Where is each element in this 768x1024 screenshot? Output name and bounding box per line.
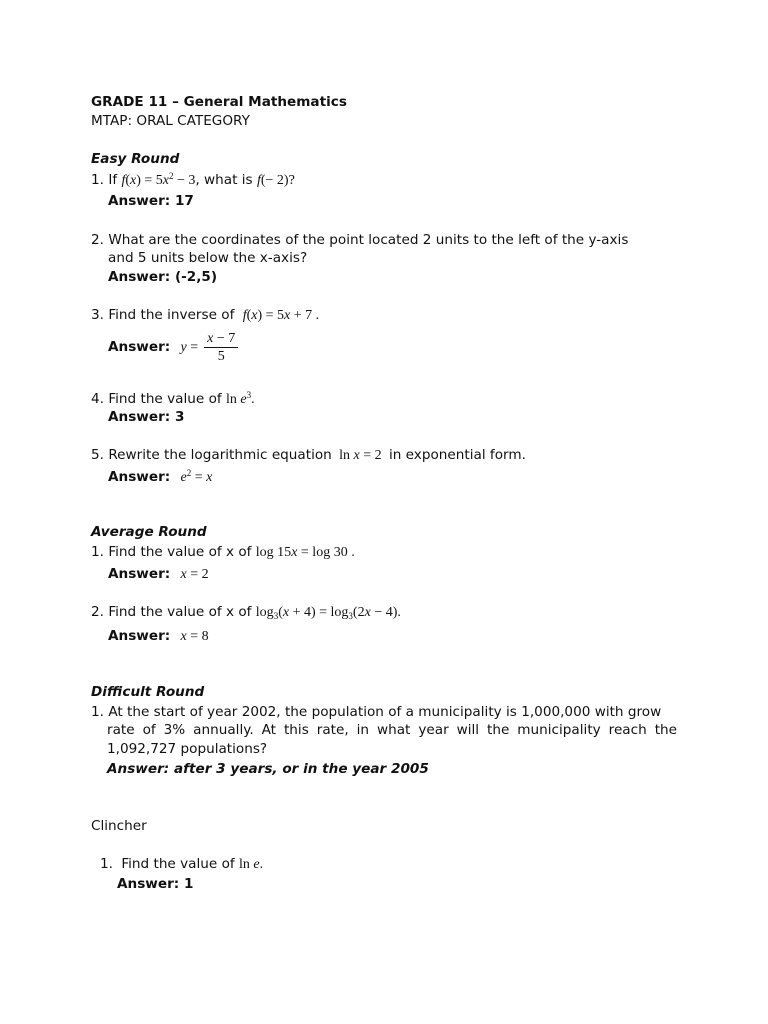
easy-q5: [91, 449, 526, 463]
difficult-q1-text: At the start of year 2002, the population of a municipality is 1,000,000 with grow: [108, 704, 662, 720]
answer-label: Answer:: [108, 193, 171, 209]
average-round-heading: Average Round: [91, 524, 207, 540]
easy-q2-line1: [91, 234, 628, 248]
easy-q1-number: 1.: [91, 172, 104, 188]
clincher-q1: [100, 858, 263, 872]
easy-q3-function-math: f(x) = 5x + 7 .: [242, 308, 320, 323]
easy-q5-number: 5.: [91, 447, 104, 463]
easy-q3-answer-math: y = $\frac{x - 7}{5}$: [181, 340, 239, 355]
easy-q5-answer: [108, 469, 212, 485]
clincher-heading: Clincher: [91, 818, 147, 834]
easy-q1-answer: [108, 195, 194, 209]
average-q2-math: $\log_3(x + 4) = \log_3(2x - 4)$.: [255, 605, 401, 621]
easy-q2-line2: and 5 units below the x-axis?: [108, 250, 308, 266]
answer-label: Answer:: [108, 628, 171, 644]
answer-label: Answer:: [108, 566, 171, 582]
average-q1: [91, 546, 355, 560]
answer-value: 17: [174, 193, 194, 209]
clincher-q1-number: 1.: [100, 856, 113, 872]
easy-q4: [91, 391, 255, 407]
easy-q1: [91, 172, 295, 188]
difficult-q1-line3: 1,092,727 populations?: [107, 741, 268, 757]
answer-label: Answer:: [117, 876, 180, 892]
easy-q1-mid: , what is: [195, 172, 253, 188]
easy-round-heading: Easy Round: [91, 151, 180, 167]
difficult-round-heading: Difficult Round: [91, 684, 205, 700]
average-q1-answer-math: x = 2: [180, 567, 209, 582]
average-q1-math: log 15x = log 30 .: [255, 545, 355, 560]
easy-q4-answer: [108, 411, 184, 425]
average-q2-number: 2.: [91, 604, 104, 620]
easy-q4-text: Find the value of: [108, 391, 222, 407]
easy-q2-text: What are the coordinates of the point located 2 units to the left of the y-axis: [108, 232, 629, 248]
clincher-q1-math: ln e.: [239, 857, 264, 872]
answer-label: Answer:: [108, 269, 171, 285]
average-q2-answer: [108, 630, 209, 644]
easy-q3: [91, 309, 319, 323]
average-q1-answer: [108, 568, 209, 582]
difficult-q1-line2: rate of 3% annually. At this rate, in what year will the municipality reach the: [107, 722, 677, 738]
easy-q1-query-math: f(− 2)?: [256, 173, 295, 188]
easy-q2-number: 2.: [91, 232, 104, 248]
document-subtitle: MTAP: ORAL CATEGORY: [91, 113, 250, 129]
clincher-q1-answer: [117, 878, 193, 892]
easy-q2-answer: [108, 271, 217, 285]
answer-label: Answer:: [108, 469, 171, 485]
easy-q5-math: ln x = 2: [339, 448, 382, 463]
difficult-q1-line1: [91, 706, 661, 720]
easy-q1-function-math: $f(x) = 5x^2 - 3$: [121, 171, 196, 188]
easy-q5-text-end: in exponential form.: [388, 447, 526, 463]
easy-q5-answer-math: $e^2 = x$: [180, 468, 213, 485]
easy-q3-text: Find the inverse of: [108, 307, 235, 323]
answer-label: Answer:: [108, 409, 171, 425]
answer-value: 3: [174, 409, 185, 425]
easy-q4-number: 4.: [91, 391, 104, 407]
average-q2-answer-math: x = 8: [180, 629, 209, 644]
average-q1-text: Find the value of x of: [108, 544, 252, 560]
easy-q1-prefix: If: [108, 172, 118, 188]
answer-value: 1: [183, 876, 194, 892]
answer-label: Answer:: [108, 339, 171, 356]
easy-q5-text: Rewrite the logarithmic equation: [108, 447, 332, 463]
clincher-q1-text: Find the value of: [121, 856, 235, 872]
easy-q3-number: 3.: [91, 307, 104, 323]
document-title: GRADE 11 – General Mathematics: [91, 94, 347, 110]
easy-q4-math: $\ln e^3$.: [226, 390, 255, 407]
difficult-q1-number: 1.: [91, 704, 104, 720]
answer-value: (-2,5): [174, 269, 218, 285]
difficult-q1-answer: Answer: after 3 years, or in the year 2005: [107, 761, 429, 777]
easy-q3-answer: [108, 332, 238, 364]
average-q1-number: 1.: [91, 544, 104, 560]
average-q2-text: Find the value of x of: [108, 604, 252, 620]
average-q2: [91, 606, 401, 621]
